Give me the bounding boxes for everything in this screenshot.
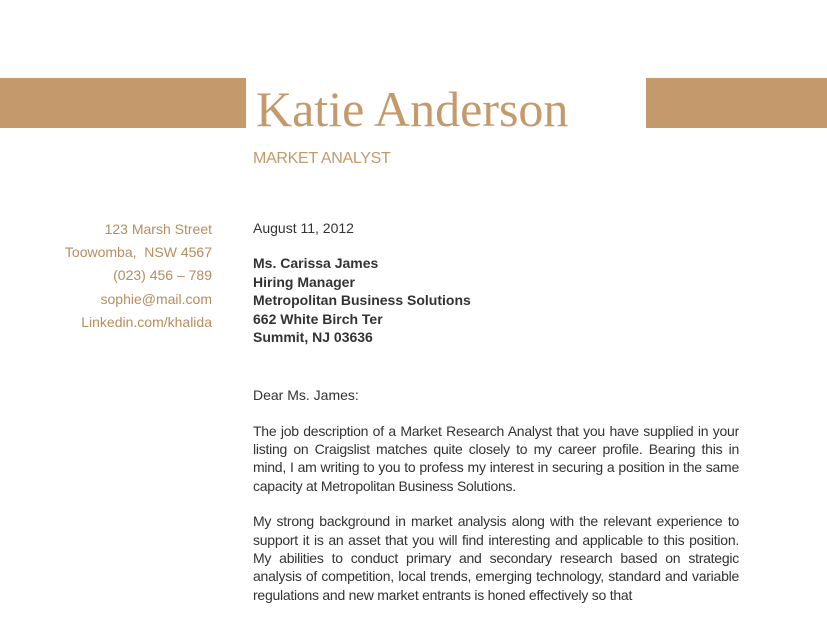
contact-info — [20, 218, 212, 334]
header-band-right — [646, 78, 827, 128]
applicant-name: Katie Anderson — [256, 81, 569, 137]
letter-paragraph-1: The job description of a Market Research Analyst that you have supplied in your listing on Craigslist matches quite closely to my career profile. Bearing this in mind, I am writing to you to profess my interest in securing a position in the same capacity at Metropolitan Business Solutions. — [253, 422, 739, 494]
contact-linkedin: Linkedin.com/khalida — [81, 313, 212, 330]
recipient-street: 662 White Birch Ter — [253, 310, 383, 327]
header-band-left — [0, 78, 246, 128]
contact-email: sophie@mail.com — [100, 290, 212, 307]
recipient-title: Hiring Manager — [253, 273, 355, 290]
contact-street: 123 Marsh Street — [104, 221, 212, 237]
job-title: MARKET ANALYST — [253, 150, 391, 167]
contact-phone: (023) 456 – 789 — [113, 267, 212, 284]
recipient-company: Metropolitan Business Solutions — [253, 292, 471, 308]
salutation: Dear Ms. James: — [253, 386, 359, 403]
recipient-address — [253, 254, 739, 347]
letter-date: August 11, 2012 — [253, 220, 354, 236]
letter-paragraph-2: My strong background in market analysis along with the relevant experience to support it is an asset that you will find interesting and applicable to this position. My abilities to conduct primary and secondary research based on strategic analysis of competition, local trends, emerging technology, standard and variable regulations and new market entrants is honed effectively so that — [253, 513, 739, 603]
letter-body — [253, 218, 739, 618]
recipient-city: Summit, NJ 03636 — [253, 329, 373, 345]
contact-city: Toowomba, NSW 4567 — [64, 244, 212, 261]
recipient-name: Ms. Carissa James — [253, 255, 379, 271]
